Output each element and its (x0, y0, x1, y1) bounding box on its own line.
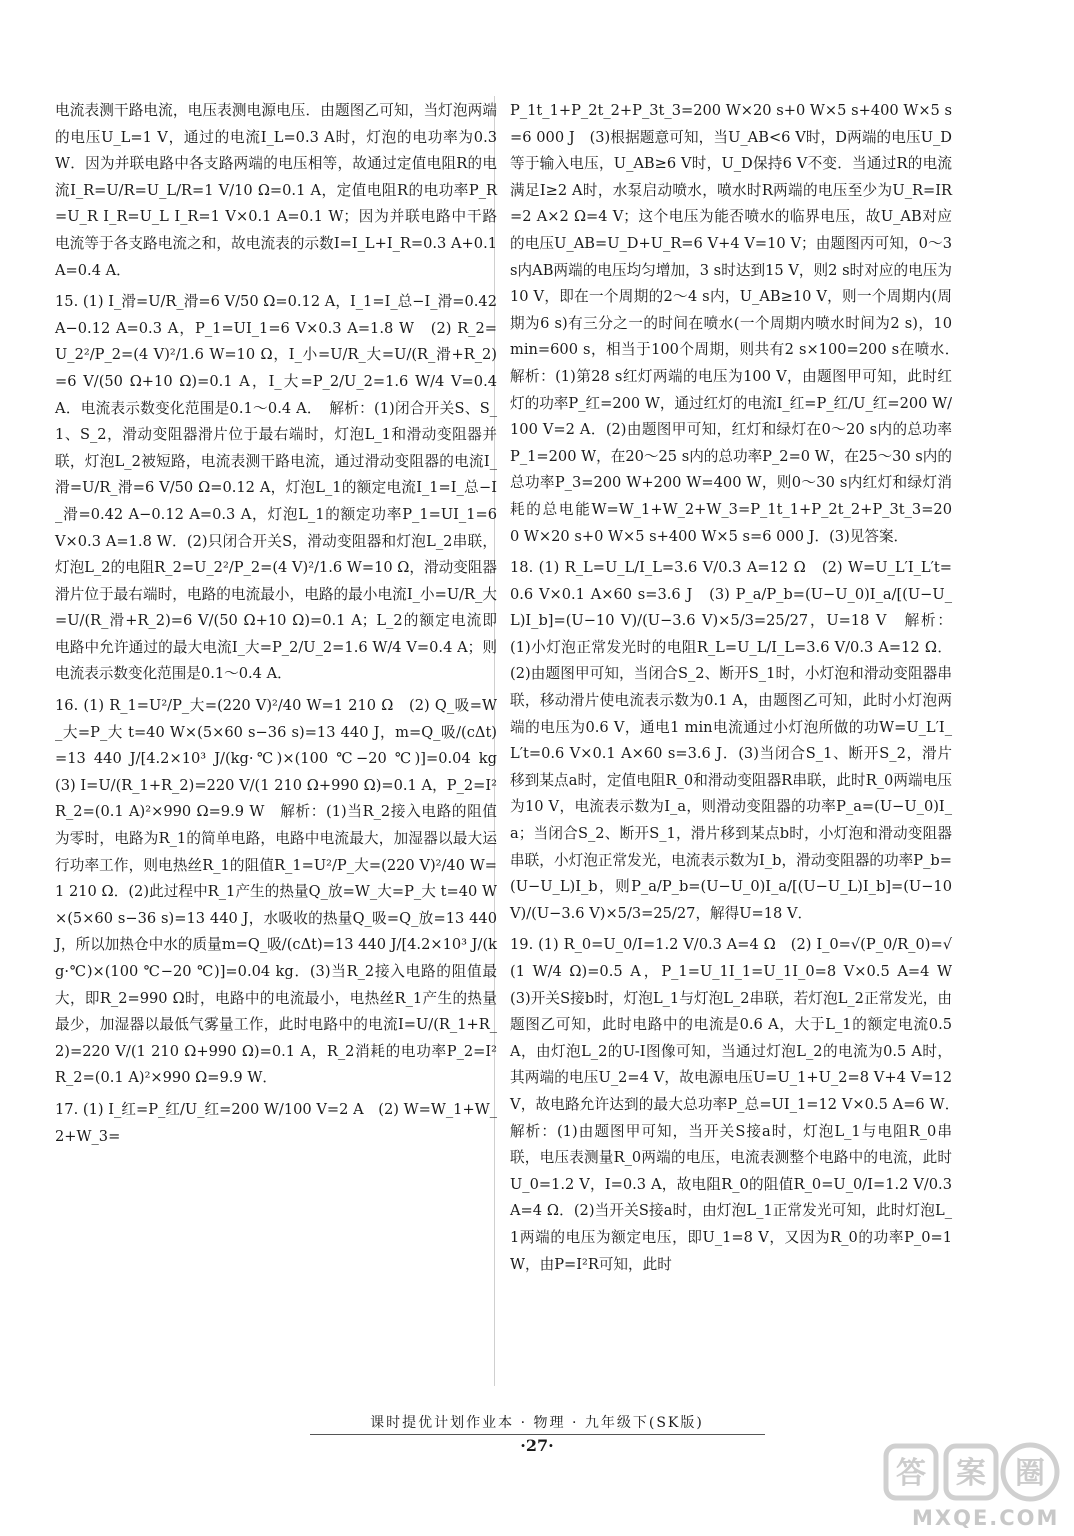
answer-15: 15. (1) I_滑=U/R_滑=6 V/50 Ω=0.12 A，I_1=I_总−I_滑=0.42 A−0.12 A=0.3 A，P_1=UI_1=6 V×0.3 A=1.8 W (2) R_2=U_2²/P_2=(4 V)²/1.6 W=10 Ω，I_小=U/R_大=U/(R_滑+R_2)=6 V/(50 Ω+10 Ω)=0.1 A，I_大=P_2/U_2=1.6 W/4 V=0.4 A．电流表示数变化范围是0.1～0.4 A． 解析：(1)闭合开关S、S_1、S_2，滑动变阻器滑片位于最右端时，灯泡L_1和滑动变阻器并联，灯泡L_2被短路，电流表测干路电流，通过滑动变阻器的电流I_滑=U/R_滑=6 V/50 Ω=0.12 A，灯泡L_1的额定电流I_1=I_总−I_滑=0.42 A−0.12 A=0.3 A，灯泡L_1的额定功率P_1=UI_1=6 V×0.3 A=1.8 W．(2)只闭合开关S，滑动变阻器和灯泡L_2串联，灯泡L_2的电阻R_2=U_2²/P_2=(4 V)²/1.6 W=10 Ω，滑动变阻器滑片位于最右端时，电路的电流最小，电路的最小电流I_小=U/R_大=U/(R_滑+R_2)=6 V/(50 Ω+10 Ω)=0.1 A；L_2的额定电流即电路中允许通过的最大电流I_大=P_2/U_2=1.6 W/4 V=0.4 A；则电流表示数变化范围是0.1～0.4 A． (55, 293, 497, 683)
logo-char-3: 圈 (1015, 1456, 1045, 1491)
left-column (55, 98, 512, 1155)
footer-book-title: 课时提优计划作业本 · 物理 · 九年级下(SK版) (370, 1415, 704, 1431)
footer-rule (310, 1434, 765, 1435)
logo-char-2: 案 (956, 1456, 986, 1491)
watermark-logo (878, 1440, 1068, 1532)
answer-19: 19. (1) R_0=U_0/I=1.2 V/0.3 A=4 Ω (2) I_0=√(P_0/R_0)=√(1 W/4 Ω)=0.5 A，P_1=U_1I_1=U_1I_0=8 V×0.5 A=4 W (3)开关S接b时，灯泡L_1与灯泡L_2串联，若灯泡L_2正常发光，由题图乙可知，此时电路中的电流是0.6 A，大于L_1的额定电流0.5 A，由灯泡L_2的U-I图像可知，当通过灯泡L_2的电流为0.5 A时，其两端的电压U_2=4 V，故电源电压U=U_1+U_2=8 V+4 V=12 V，故电路允许达到的最大总功率P_总=UI_1=12 V×0.5 A=6 W． 解析：(1)由题图甲可知，当开关S接a时，灯泡L_1与电阻R_0串联，电压表测量R_0两端的电压，电流表测整个电路中的电流，此时U_0=1.2 V，I=0.3 A，故电阻R_0的阻值R_0=U_0/I=1.2 V/0.3 A=4 Ω．(2)当开关S接a时，由灯泡L_1正常发光可知，此时灯泡L_1两端的电压为额定电压，即U_1=8 V，又因为R_0的功率P_0=1 W，由P=I²R可知，此时 (510, 936, 967, 1273)
answer-14-continuation: 电流表测干路电流，电压表测电源电压．由题图乙可知，当灯泡两端的电压U_L=1 V，通过的电流I_L=0.3 A时，灯泡的电功率为0.3 W．因为并联电路中各支路两端的电压相等，故通过定值电阻R的电流I_R=U/R=U_L/R=1 V/10 Ω=0.1 A，定值电阻R的电功率P_R=U_R I_R=U_L I_R=1 V×0.1 A=0.1 W；因为并联电路中干路电流等于各支路电流之和，故电流表的示数I=I_L+I_R=0.3 A+0.1 A=0.4 A． (55, 102, 497, 279)
answer-16: 16. (1) R_1=U²/P_大=(220 V)²/40 W=1 210 Ω (2) Q_吸=W_大=P_大 t=40 W×(5×60 s−36 s)=13 440 J，m=Q_吸/(cΔt)=13 440 J/[4.2×10³ J/(kg·℃)×(100 ℃−20 ℃)]=0.04 kg (3) I=U/(R_1+R_2)=220 V/(1 210 Ω+990 Ω)=0.1 A，P_2=I²R_2=(0.1 A)²×990 Ω=9.9 W 解析：(1)当R_2接入电路的阻值为零时，电路为R_1的简单电路，电路中电流最大，加湿器以最大运行功率工作，则电热丝R_1的阻值R_1=U²/P_大=(220 V)²/40 W=1 210 Ω．(2)此过程中R_1产生的热量Q_放=W_大=P_大 t=40 W×(5×60 s−36 s)=13 440 J，水吸收的热量Q_吸=Q_放=13 440 J，所以加热仓中水的质量m=Q_吸/(cΔt)=13 440 J/[4.2×10³ J/(kg·℃)×(100 ℃−20 ℃)]=0.04 kg．(3)当R_2接入电路的阻值最大，即R_2=990 Ω时，电路中的电流最小，电热丝R_1产生的热量最少，加湿器以最低气雾量工作，此时电路中的电流I=U/(R_1+R_2)=220 V/(1 210 Ω+990 Ω)=0.1 A，R_2消耗的电功率P_2=I²R_2=(0.1 A)²×990 Ω=9.9 W． (55, 697, 512, 1087)
logo-char-1: 答 (896, 1456, 926, 1491)
answer-circle-logo-icon (878, 1440, 1068, 1510)
watermark-site: MXQE.COM (912, 1506, 1060, 1530)
answer-17-continuation: P_1t_1+P_2t_2+P_3t_3=200 W×20 s+0 W×5 s+400 W×5 s=6 000 J (3)根据题意可知，当U_AB<6 V时，D两端的电压U_D等于输入电压，U_AB≥6 V时，U_D保持6 V不变．当通过R的电流满足I≥2 A时，水泵启动喷水，喷水时R两端的电压至少为U_R=IR=2 A×2 Ω=4 V；这个电压为能否喷水的临界电压，故U_AB对应的电压U_AB=U_D+U_R=6 V+4 V=10 V；由题图丙可知，0～3 s内AB两端的电压均匀增加，3 s时达到15 V，则2 s时对应的电压为10 V，即在一个周期的2～4 s内，U_AB≥10 V，则一个周期内(周期为6 s)有三分之一的时间在喷水(一个周期内喷水时间为2 s)，10 min=600 s，相当于100个周期，则共有2 s×100=200 s在喷水． 解析：(1)第28 s红灯两端的电压为100 V，由题图甲可知，此时红灯的功率P_红=200 W，通过红灯的电流I_红=P_红/U_红=200 W/100 V=2 A．(2)由题图甲可知，红灯和绿灯在0～20 s内的总功率P_1=200 W，在20～25 s内的总功率P_2=0 W，在25～30 s内的总功率P_3=200 W+200 W=400 W，则0～30 s内红灯和绿灯消耗的总电能W=W_1+W_2+W_3=P_1t_1+P_2t_2+P_3t_3=200 W×20 s+0 W×5 s+400 W×5 s=6 000 J．(3)见答案． (510, 102, 967, 545)
answer-17-start: 17. (1) I_红=P_红/U_红=200 W/100 V=2 A (2) W=W_1+W_2+W_3= (55, 1100, 497, 1145)
right-column (510, 98, 967, 1283)
page-number: ·27· (520, 1436, 554, 1455)
answer-18: 18. (1) R_L=U_L/I_L=3.6 V/0.3 A=12 Ω (2) W=U_L′I_L′t=0.6 V×0.1 A×60 s=3.6 J (3) P_a/P_b=(U−U_0)I_a/[(U−U_L)I_b]=(U−10 V)/(U−3.6 V)×5/3=25/27，U=18 V 解析：(1)小灯泡正常发光时的电阻R_L=U_L/I_L=3.6 V/0.3 A=12 Ω．(2)由题图甲可知，当闭合S_2、断开S_1时，小灯泡和滑动变阻器串联，移动滑片使电流表示数为0.1 A，由题图乙可知，此时小灯泡两端的电压为0.6 V，通电1 min电流通过小灯泡所做的功W=U_L′I_L′t=0.6 V×0.1 A×60 s=3.6 J．(3)当闭合S_1、断开S_2，滑片移到某点a时，定值电阻R_0和滑动变阻器R串联，此时R_0两端电压为10 V，电流表示数为I_a，则滑动变阻器的功率P_a=(U−U_0)I_a；当闭合S_2、断开S_1，滑片移到某点b时，小灯泡和滑动变阻器串联，小灯泡正常发光，电流表示数为I_b，滑动变阻器的功率P_b=(U−U_L)I_b，则P_a/P_b=(U−U_0)I_a/[(U−U_L)I_b]=(U−10 V)/(U−3.6 V)×5/3=25/27，解得U=18 V． (510, 559, 952, 922)
